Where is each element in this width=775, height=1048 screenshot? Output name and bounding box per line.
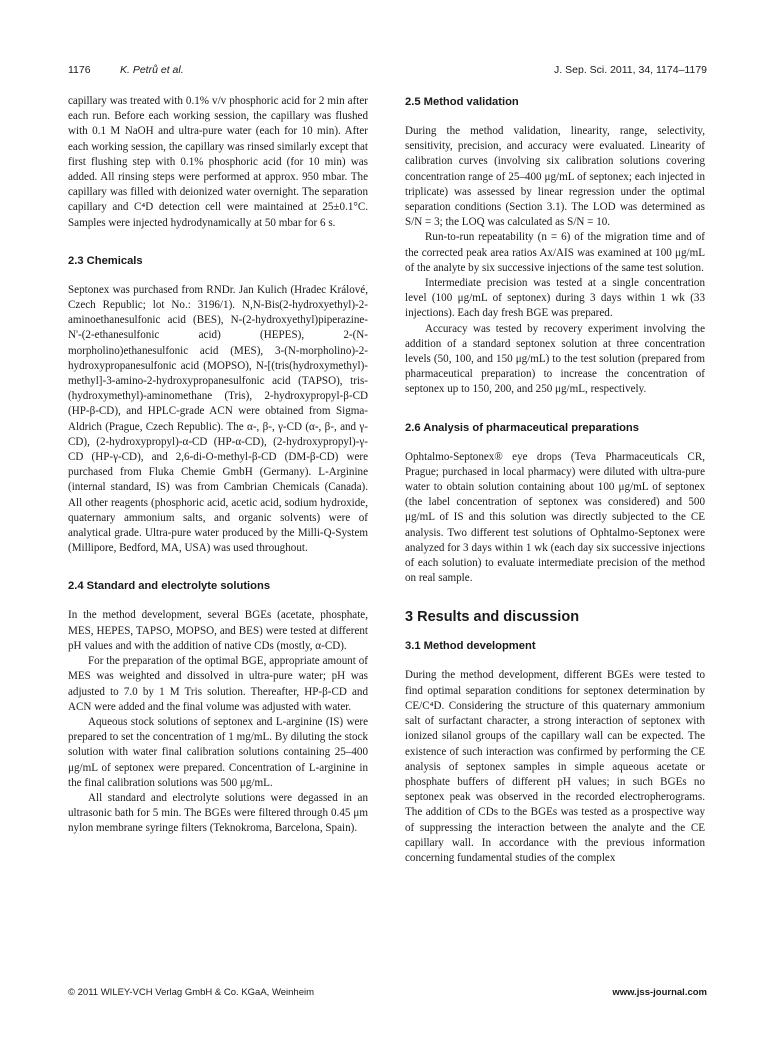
section-heading-solutions: 2.4 Standard and electrolyte solutions	[68, 580, 271, 593]
left-column	[68, 94, 368, 837]
journal-url: www.jss-journal.com	[612, 987, 707, 998]
continued-paragraph: capillary was treated with 0.1% v/v phosphoric acid for 2 min after each run. Before each working session, the capillary was flushed with 0.1 M NaOH and ultra-pure water (each for 10 min). After each working session, the capillary was rinsed similarly except that first flushing step with 0.1% phosphoric acid (for 10 min) was added. All rinsing steps were performed at approx. 950 mbar. The capillary was filled with deionized water overnight. The separation capillary and C⁴D detection cell were maintained at 25±0.1°C. Samples were injected hydrodynamically at 50 mbar for 6 s.	[68, 95, 368, 229]
page-number: 1176	[68, 64, 91, 76]
copyright-notice: © 2011 WILEY-VCH Verlag GmbH & Co. KGaA, Weinheim	[68, 987, 315, 998]
journal-citation: J. Sep. Sci. 2011, 34, 1174–1179	[554, 64, 707, 76]
pharma-analysis-paragraph: Ophtalmo-Septonex® eye drops (Teva Pharmaceuticals CR, Prague; purchased in local pharmacy) were diluted with ultra-pure water to obtain solution containing about 100 μg/mL of septonex (the label concentration of septonex was considered) and 500 μg/mL of IS and this solution was directly subjected to the CE analysis. Two different test solutions of Ophtalmo-Septonex were analyzed for 3 days within 1 wk (each day six successive injections of each solution) to evaluate intermediate precision of the method on real sample.	[405, 450, 705, 585]
validation-paragraph-2: Run-to-run repeatability (n = 6) of the migration time and of the corrected peak area ratios Ax/AIS was examined at 100 μg/mL of the analyte by six successive injections of the same test solution.	[405, 231, 705, 274]
method-development-paragraph: During the method development, different BGEs were tested to find optimal separation conditions for septonex determination by CE/C⁴D. Considering the structure of this quaternary ammonium salt of surfactant character, a strong interaction of septonex with ionized silanol groups of the capillary wall can be expected. The existence of such interaction was confirmed by performing the CE analysis of septonex samples in simple aqueous acetate or phosphate buffers of different pH values; in such BGEs no septonex peak was observed in the recorded electropherograms. The addition of CDs to the BGEs was tested as a prospective way of suppressing the interaction between the analyte and the CE capillary wall. In accordance with the previous information concerning fundamental studies of the complex	[405, 669, 705, 864]
right-column	[405, 94, 705, 866]
running-authors: K. Petrů et al.	[120, 64, 184, 76]
solutions-paragraph-2: For the preparation of the optimal BGE, appropriate amount of MES was weighted and dissolved in ultra-pure water; pH was adjusted to 7.0 by 1 M Tris solution. Thereafter, HP-β-CD and ACN were added and the final volume was adjusted with water.	[68, 655, 368, 713]
section-heading-chemicals: 2.3 Chemicals	[68, 254, 143, 267]
validation-paragraph-3: Intermediate precision was tested at a single concentration level (100 μg/mL of septonex) during 3 days within 1 wk (33 injections). Each day fresh BGE was prepared.	[405, 277, 705, 320]
section-heading-validation: 2.5 Method validation	[405, 96, 519, 108]
section-heading-method-development: 3.1 Method development	[405, 640, 536, 653]
solutions-paragraph-4: All standard and electrolyte solutions were degassed in an ultrasonic bath for 5 min. The BGEs were filtered through 0.45 μm nylon membrane syringe filters (Teknokroma, Barcelona, Spain).	[68, 791, 368, 835]
section-heading-results: 3 Results and discussion	[405, 609, 580, 626]
section-heading-pharma-analysis: 2.6 Analysis of pharmaceutical preparations	[405, 421, 639, 434]
page-footer	[68, 987, 707, 1001]
running-header	[68, 64, 707, 80]
chemicals-paragraph: Septonex was purchased from RNDr. Jan Kulich (Hradec Králové, Czech Republic; lot No.: 3196/1). N,N-Bis(2-hydroxyethyl)-2-aminoethanesulfonic acid (BES), N-(2-hydroxyethyl)piperazine-N'-(2-ethanesulfonic acid) (HEPES), 2-(N-morpholino)ethanesulfonic acid (MES), 3-(N-morpholino)-2-hydroxypropanesulfonic acid (MOPSO), N-[(tris(hydroxymethyl)-methyl]-3-amino-2-hydroxypropanesulfonic acid (TAPSO), tris-(hydroxymethyl)-aminomethane (Tris), 2-hydroxypropyl-β-CD (HP-β-CD), and HPLC-grade ACN were obtained from Sigma-Aldrich (Prague, Czech Republic). The α-, β-, γ-CD (α-, β-, and γ-CD), (2-hydroxypropyl)-α-CD (HP-α-CD), (2-hydroxypropyl)-γ-CD (HP-γ-CD), and 2,6-di-O-methyl-β-CD (DM-β-CD) were purchased from Fluka Chemie GmbH (Germany). L-Arginine (internal standard, IS) was from Cambrian Chemicals (Canada). All other reagents (phosphoric acid, acetic acid, sodium hydroxide, quaternary ammonium salts, and organic solvents) were of analytical grade. Ultra-pure water produced by the Milli-Q-System (Millipore, Bedford, MA, USA) was used throughout.	[68, 283, 368, 555]
solutions-paragraph-1: In the method development, several BGEs (acetate, phosphate, MES, HEPES, TAPSO, MOPSO, and BES) were tested at different pH values and with the addition of native CDs (mostly, α-CD).	[68, 609, 368, 652]
validation-paragraph-4: Accuracy was tested by recovery experiment involving the addition of a standard septonex solution at three concentration levels (50, 100, and 150 μg/mL) to the test solution (prepared from pharmaceutical preparation) to increase the concentration of septonex up to 150, 200, and 250 μg/mL, respectively.	[405, 322, 705, 396]
solutions-paragraph-3: Aqueous stock solutions of septonex and L-arginine (IS) were prepared to set the concentration of 1 mg/mL. By diluting the stock solution with water final calibration solutions containing 25–400 μg/mL of septonex were prepared. Concentration of L-arginine in the final calibration solutions was 500 μg/mL.	[68, 715, 368, 789]
validation-paragraph-1: During the method validation, linearity, range, selectivity, sensitivity, precision, and accuracy were evaluated. Linearity of calibration curves (involving six calibration solutions covering concentration range of 25–400 μg/mL of septonex; each injected in triplicate) was assessed by linear regression under the optimal separation conditions (Section 3.1). The LOD was determined as S/N = 3; the LOQ was calculated as S/N = 10.	[405, 125, 705, 229]
